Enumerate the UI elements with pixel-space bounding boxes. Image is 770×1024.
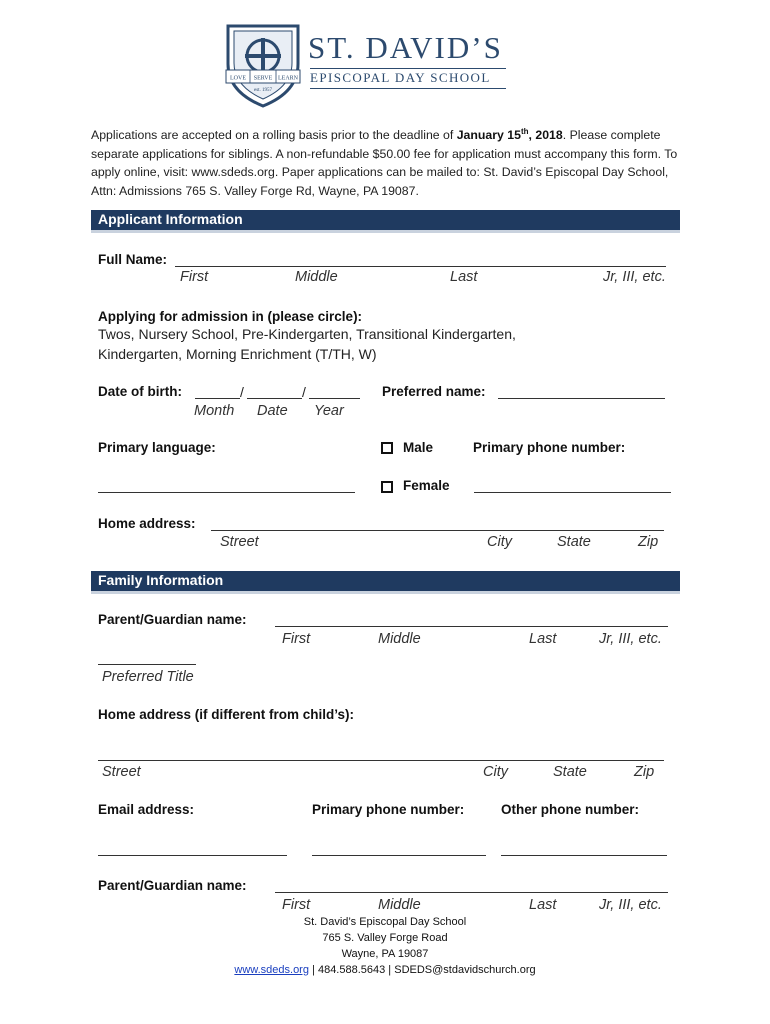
dob-month-field[interactable] xyxy=(195,398,240,399)
guardian-name-label: Parent/Guardian name: xyxy=(98,612,247,627)
full-name-hint-first: First xyxy=(180,269,209,285)
preferred-name-field[interactable] xyxy=(498,398,665,399)
email-field[interactable] xyxy=(98,855,287,856)
admission-label: Applying for admission in (please circle): xyxy=(98,309,363,324)
male-label: Male xyxy=(403,440,434,455)
other-phone-field[interactable] xyxy=(501,855,667,856)
primary-language-label: Primary language: xyxy=(98,440,216,455)
family-home-address-field[interactable] xyxy=(98,760,664,761)
crest-est: est. 1957 xyxy=(253,88,273,93)
intro-paragraph xyxy=(91,123,681,200)
dob-hint-date: Date xyxy=(257,403,288,419)
home-address-label: Home address: xyxy=(98,516,196,531)
family-address-hint-state: State xyxy=(553,764,587,780)
admission-options-line2[interactable]: Kindergarten, Morning Enrichment (T/TH, W) xyxy=(98,346,377,362)
guardian2-name-field[interactable] xyxy=(275,892,668,893)
intro-deadline: January 15 xyxy=(456,128,521,143)
address-hint-city: City xyxy=(487,534,512,550)
guardian-hint-suffix: Jr, III, etc. xyxy=(599,631,662,647)
full-name-hint-last: Last xyxy=(450,269,478,285)
guardian-hint-last: Last xyxy=(529,631,557,647)
guardian2-hint-last: Last xyxy=(529,897,557,913)
school-crest-icon xyxy=(222,20,304,108)
logo-divider xyxy=(310,68,506,69)
primary-language-field[interactable] xyxy=(98,492,355,493)
applicant-section-title: Applicant Information xyxy=(98,211,243,227)
school-name-line1: ST. DAVID’S xyxy=(308,30,503,65)
guardian2-hint-first: First xyxy=(282,897,311,913)
footer-city: Wayne, PA 19087 xyxy=(341,948,429,960)
preferred-name-label: Preferred name: xyxy=(382,384,486,399)
family-home-address-label: Home address (if different from child’s): xyxy=(98,707,355,722)
full-name-hint-suffix: Jr, III, etc. xyxy=(603,269,666,285)
primary-phone-field[interactable] xyxy=(474,492,671,493)
family-primary-phone-label: Primary phone number: xyxy=(312,802,465,817)
intro-deadline-sup: th xyxy=(520,127,529,136)
preferred-title-field[interactable] xyxy=(98,664,196,665)
address-hint-street: Street xyxy=(220,534,259,550)
applicant-section-header xyxy=(91,210,680,233)
address-hint-zip: Zip xyxy=(638,534,659,550)
footer-phone: 484.588.5643 xyxy=(317,964,386,976)
primary-phone-label: Primary phone number: xyxy=(473,440,626,455)
intro-text-1: Applications are accepted on a rolling basis prior to the deadline of xyxy=(91,128,457,143)
intro-text-2: . Please complete separate applications for siblings. A non-refundable $50.00 fee for application must accompany this form. To apply online, visit: www.sdeds.org. Paper applications can be mailed to: St. David’s Episcopal Day School, Attn: Admissions 765 S. Valley Forge Rd, Wayne, PA 19087. xyxy=(91,128,678,198)
logo-divider-bottom xyxy=(310,88,506,89)
family-section-header xyxy=(91,571,680,594)
footer-contact xyxy=(0,964,770,976)
footer-sep-2: | xyxy=(385,964,395,976)
guardian2-hint-suffix: Jr, III, etc. xyxy=(599,897,662,913)
family-address-hint-street: Street xyxy=(102,764,141,780)
footer-street: 765 S. Valley Forge Road xyxy=(322,932,448,944)
dob-label: Date of birth: xyxy=(98,384,182,399)
guardian-hint-first: First xyxy=(282,631,311,647)
full-name-field[interactable] xyxy=(175,266,666,267)
female-label: Female xyxy=(403,478,450,493)
dob-year-field[interactable] xyxy=(309,398,360,399)
dob-slash-2: / xyxy=(302,384,306,400)
guardian-hint-middle: Middle xyxy=(378,631,421,647)
dob-slash-1: / xyxy=(240,384,244,400)
school-name-line2: EPISCOPAL DAY SCHOOL xyxy=(310,70,491,85)
female-checkbox[interactable] xyxy=(381,481,393,493)
male-checkbox[interactable] xyxy=(381,442,393,454)
guardian2-name-label: Parent/Guardian name: xyxy=(98,878,247,893)
guardian2-hint-middle: Middle xyxy=(378,897,421,913)
preferred-title-hint: Preferred Title xyxy=(102,669,194,685)
footer-sep-1: | xyxy=(308,964,318,976)
intro-deadline-year: , 2018 xyxy=(528,128,563,143)
full-name-hint-middle: Middle xyxy=(295,269,338,285)
footer-email: SDEDS@stdavidschurch.org xyxy=(394,964,536,976)
other-phone-label: Other phone number: xyxy=(501,802,639,817)
school-logo xyxy=(222,20,512,110)
family-primary-phone-field[interactable] xyxy=(312,855,486,856)
home-address-field[interactable] xyxy=(211,530,664,531)
family-section-title: Family Information xyxy=(98,572,224,588)
crest-word-love: LOVE xyxy=(230,75,246,82)
guardian-name-field[interactable] xyxy=(275,626,668,627)
dob-date-field[interactable] xyxy=(247,398,302,399)
email-label: Email address: xyxy=(98,802,195,817)
footer-website-link[interactable]: www.sdeds.org xyxy=(234,964,309,976)
crest-word-serve: SERVE xyxy=(253,75,273,82)
admission-options-line1[interactable]: Twos, Nursery School, Pre-Kindergarten, Transitional Kindergarten, xyxy=(98,326,516,342)
dob-hint-month: Month xyxy=(194,403,235,419)
family-address-hint-zip: Zip xyxy=(634,764,655,780)
address-hint-state: State xyxy=(557,534,591,550)
full-name-label: Full Name: xyxy=(98,252,168,267)
family-address-hint-city: City xyxy=(483,764,508,780)
dob-hint-year: Year xyxy=(314,403,344,419)
footer-school-name: St. David’s Episcopal Day School xyxy=(303,916,467,928)
crest-word-learn: LEARN xyxy=(278,75,298,82)
